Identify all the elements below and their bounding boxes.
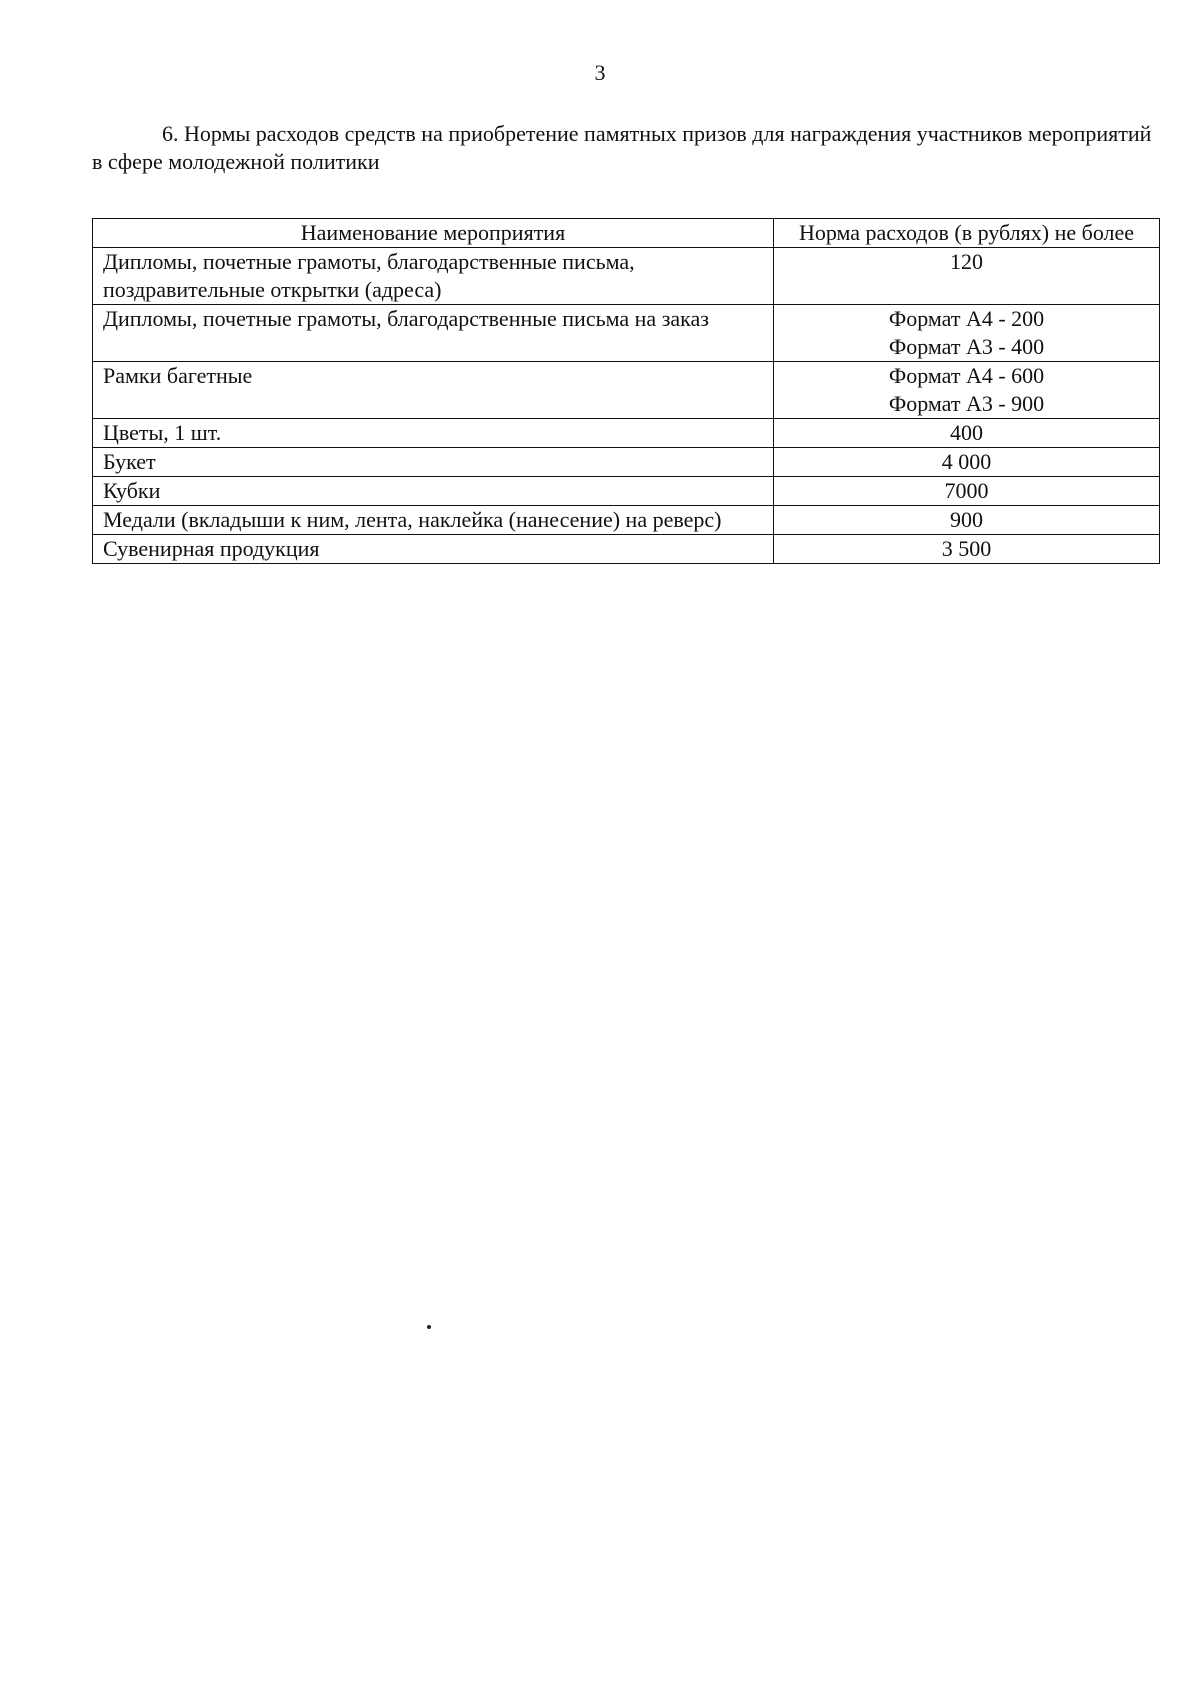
norm-value-cell bbox=[774, 506, 1160, 535]
norm-value-cell bbox=[774, 305, 1160, 362]
norm-value-cell bbox=[774, 419, 1160, 448]
table-row bbox=[93, 305, 1160, 362]
item-name-cell: Дипломы, почетные грамоты, благодарственные письма, поздравительные открытки (адреса) bbox=[93, 248, 774, 305]
table-row bbox=[93, 248, 1160, 305]
column-header-norm: Норма расходов (в рублях) не более bbox=[774, 219, 1160, 248]
item-name-cell: Медали (вкладыши к ним, лента, наклейка (нанесение) на реверс) bbox=[93, 506, 774, 535]
table-header-row bbox=[93, 219, 1160, 248]
table-row bbox=[93, 362, 1160, 419]
norm-value: 900 bbox=[950, 507, 983, 532]
table-row bbox=[93, 535, 1160, 564]
table-row bbox=[93, 506, 1160, 535]
norm-value: Формат А4 - 600 bbox=[888, 363, 1045, 388]
table-body bbox=[93, 248, 1160, 564]
item-name-cell: Букет bbox=[93, 448, 774, 477]
norms-table bbox=[92, 218, 1160, 564]
table-row bbox=[93, 477, 1160, 506]
norm-value: Формат А3 - 900 bbox=[888, 391, 1045, 416]
table-row bbox=[93, 448, 1160, 477]
section-heading: 6. Нормы расходов средств на приобретение памятных призов для награждения участников мероприятий в сфере молодежной политики bbox=[92, 121, 1152, 174]
item-name-cell: Кубки bbox=[93, 477, 774, 506]
norm-value: 3 500 bbox=[941, 536, 992, 561]
norm-value-cell bbox=[774, 477, 1160, 506]
item-name-cell: Дипломы, почетные грамоты, благодарственные письма на заказ bbox=[93, 305, 774, 362]
norm-value-cell bbox=[774, 362, 1160, 419]
item-name-cell: Цветы, 1 шт. bbox=[93, 419, 774, 448]
item-name-cell: Рамки багетные bbox=[93, 362, 774, 419]
norm-value-cell bbox=[774, 535, 1160, 564]
norm-value-cell bbox=[774, 248, 1160, 305]
norm-value: 120 bbox=[950, 249, 983, 274]
page-number: 3 bbox=[594, 60, 606, 85]
table-row bbox=[93, 419, 1160, 448]
norm-value: 4 000 bbox=[941, 449, 992, 474]
norm-value: Формат А3 - 400 bbox=[888, 334, 1045, 359]
norm-value-cell bbox=[774, 448, 1160, 477]
column-header-name: Наименование мероприятия bbox=[93, 219, 774, 248]
norm-value: 400 bbox=[950, 420, 983, 445]
norm-value: Формат А4 - 200 bbox=[888, 306, 1045, 331]
item-name-cell: Сувенирная продукция bbox=[93, 535, 774, 564]
scan-speck bbox=[427, 1325, 431, 1329]
norm-value: 7000 bbox=[944, 478, 989, 503]
